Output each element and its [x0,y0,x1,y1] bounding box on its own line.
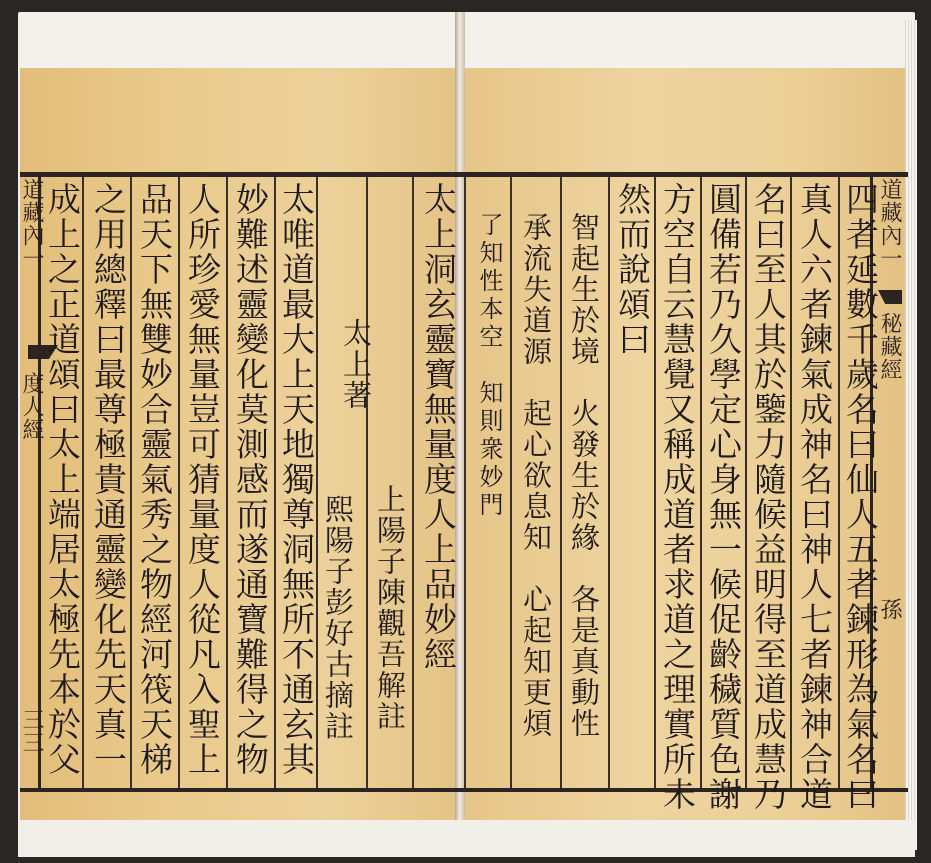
left-margin-volume: 度人經 [19,372,44,441]
column-rule [608,177,610,788]
text-column: 妙難述靈變化莫測感而遂通寶難得之物 [231,182,270,777]
right-margin-volume: 秘藏經 [877,312,902,381]
column-rule [130,177,132,788]
text-column: 圓備若乃久學定心身無一候促齡穢質色謝 [704,182,743,812]
column-rule [316,177,318,788]
text-column: 太唯道最大上天地獨尊洞無所不通玄其 [277,182,316,777]
left-margin-title: 道藏內一 [19,178,44,270]
text-column: 成上之正道頌曰太上端居太極先本於父 [43,182,82,777]
column-rule [745,177,747,788]
text-column: 了知性本空 知則衆妙門 [475,212,503,520]
scripture-title: 太上洞玄靈寶無量度人上品妙經 [419,182,458,672]
right-margin-title: 道藏內一 [877,178,902,270]
column-rule [790,177,792,788]
text-column: 真人六者鍊氣成神名曰神人七者鍊神合道 [795,182,834,812]
text-column: 品天下無雙妙合靈氣秀之物經河筏天梯 [135,182,174,777]
text-column: 人所珍愛無量豈可猜量度人從凡入聖上 [183,182,222,777]
right-margin-page: 孫 [877,598,902,621]
bottom-margin [18,820,915,857]
column-rule [412,177,414,788]
author-line: 太上著 [339,318,373,411]
commentator-line: 熙陽子彭好古摘註 [321,494,355,742]
commentator-line: 上陽子陳觀吾解註 [373,484,407,732]
text-column: 智起生於境 火發生於緣 各是真動性 [567,212,601,739]
text-column: 然而說頌曰 [613,182,652,357]
column-rule [510,177,512,788]
text-column: 名曰至人其於鑒力隨候益明得至道成慧乃 [749,182,788,812]
column-rule [560,177,562,788]
column-rule [366,177,368,788]
column-rule [700,177,702,788]
column-rule [178,177,180,788]
column-rule [654,177,656,788]
column-rule [226,177,228,788]
column-rule [464,177,466,788]
text-column: 之用總釋曰最尊極貴通靈變化先天真一 [89,182,128,777]
text-column: 承流失道源 起心欲息知 心起知更煩 [519,212,553,739]
left-margin-page: 三三 [19,708,44,754]
text-column: 四者延數千歲名曰仙人五者鍊形為氣名曰 [841,182,880,812]
text-column: 方空自云慧覺又稱成道者求道之理實所未 [658,182,697,812]
column-rule [82,177,84,788]
page-edges [905,20,917,850]
